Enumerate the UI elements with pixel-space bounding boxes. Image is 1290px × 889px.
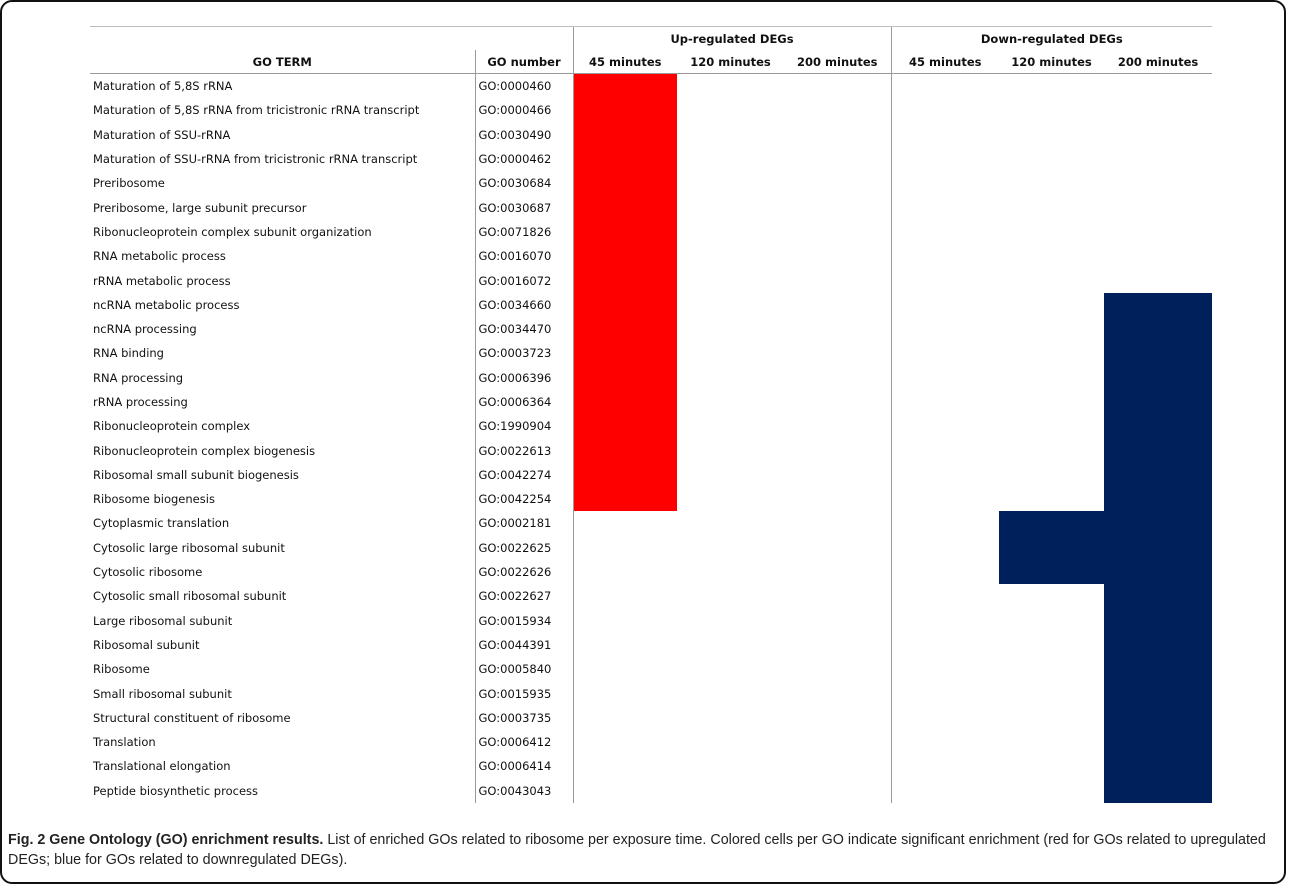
go-number-header: GO number: [475, 50, 573, 74]
go-number-cell: GO:0016070: [475, 244, 573, 268]
go-term-cell: Maturation of 5,8S rRNA from tricistronic rRNA transcript: [93, 103, 420, 118]
go-term-cell: Ribonucleoprotein complex subunit organization: [93, 224, 372, 239]
table-row: [90, 633, 1212, 657]
up-enrichment-cell: [784, 609, 891, 633]
down-enrichment-cell: [891, 536, 999, 560]
down-enrichment-cell: [1104, 123, 1212, 147]
down-enrichment-cell: [1104, 463, 1212, 487]
table-row: [90, 293, 1212, 317]
go-number-cell: GO:0030684: [475, 171, 573, 195]
down-enrichment-cell: [1104, 268, 1212, 292]
go-number-cell: GO:0034660: [475, 293, 573, 317]
up-enrichment-cell: [573, 609, 677, 633]
down-enrichment-cell: [891, 754, 999, 778]
go-term-cell: Structural constituent of ribosome: [93, 710, 291, 725]
go-number-cell: GO:0002181: [475, 511, 573, 535]
down-enrichment-cell: [999, 706, 1104, 730]
down-enrichment-cell: [1104, 487, 1212, 511]
down-enrichment-cell: [1104, 438, 1212, 462]
up-enrichment-cell: [573, 147, 677, 171]
down-enrichment-cell: [891, 584, 999, 608]
table-row: [90, 536, 1212, 560]
down-enrichment-cell: [999, 536, 1104, 560]
down-enrichment-cell: [999, 390, 1104, 414]
up-enrichment-cell: [573, 220, 677, 244]
down-enrichment-cell: [891, 293, 999, 317]
up-enrichment-cell: [573, 268, 677, 292]
down-enrichment-cell: [891, 633, 999, 657]
figure-caption: [8, 830, 1276, 870]
go-number-cell: GO:0003735: [475, 706, 573, 730]
table-row: [90, 438, 1212, 462]
up-enrichment-cell: [784, 366, 891, 390]
go-number-cell: GO:0000460: [475, 74, 573, 99]
table-row: [90, 681, 1212, 705]
down-enrichment-cell: [891, 487, 999, 511]
down-enrichment-cell: [891, 195, 999, 219]
down-enrichment-cell: [999, 195, 1104, 219]
down-enrichment-cell: [999, 317, 1104, 341]
up-enrichment-cell: [677, 244, 784, 268]
down-enrichment-cell: [999, 414, 1104, 438]
down-enrichment-cell: [999, 633, 1104, 657]
up-enrichment-cell: [573, 74, 677, 99]
go-term-cell: Large ribosomal subunit: [93, 613, 233, 628]
blank-header: [90, 27, 475, 51]
up-enrichment-cell: [573, 487, 677, 511]
up-200-header: 200 minutes: [784, 50, 891, 74]
up-enrichment-cell: [573, 98, 677, 122]
up-enrichment-cell: [784, 730, 891, 754]
down-enrichment-cell: [999, 244, 1104, 268]
down-enrichment-cell: [999, 609, 1104, 633]
down-enrichment-cell: [1104, 195, 1212, 219]
go-term-cell: Peptide biosynthetic process: [93, 783, 258, 798]
down-enrichment-cell: [891, 98, 999, 122]
go-term-cell: Maturation of SSU-rRNA: [93, 127, 231, 142]
go-term-cell: Translational elongation: [93, 759, 231, 774]
up-enrichment-cell: [573, 657, 677, 681]
go-term-cell: ncRNA processing: [93, 322, 197, 337]
up-enrichment-cell: [573, 511, 677, 535]
up-enrichment-cell: [573, 681, 677, 705]
up-enrichment-cell: [784, 463, 891, 487]
up-enrichment-cell: [677, 220, 784, 244]
table-row: [90, 98, 1212, 122]
up-enrichment-cell: [784, 779, 891, 803]
go-number-cell: GO:0044391: [475, 633, 573, 657]
table-row: [90, 341, 1212, 365]
table-row: [90, 414, 1212, 438]
go-number-cell: GO:0005840: [475, 657, 573, 681]
up-enrichment-cell: [677, 511, 784, 535]
down-enrichment-cell: [999, 293, 1104, 317]
up-enrichment-cell: [677, 633, 784, 657]
up-enrichment-cell: [784, 341, 891, 365]
up-enrichment-cell: [573, 366, 677, 390]
up-enrichment-cell: [784, 584, 891, 608]
down-enrichment-cell: [1104, 293, 1212, 317]
table-row: [90, 487, 1212, 511]
up-enrichment-cell: [677, 98, 784, 122]
up-enrichment-cell: [677, 390, 784, 414]
up-enrichment-cell: [573, 390, 677, 414]
up-enrichment-cell: [784, 220, 891, 244]
up-enrichment-cell: [784, 438, 891, 462]
up-enrichment-cell: [784, 317, 891, 341]
down-enrichment-cell: [1104, 341, 1212, 365]
go-term-cell: Preribosome: [93, 176, 165, 191]
up-45-header: 45 minutes: [573, 50, 677, 74]
table-row: [90, 147, 1212, 171]
go-term-cell: Ribosomal subunit: [93, 637, 200, 652]
up-enrichment-cell: [677, 706, 784, 730]
up-enrichment-cell: [573, 560, 677, 584]
down-enrichment-cell: [999, 268, 1104, 292]
go-number-cell: GO:0043043: [475, 779, 573, 803]
go-number-cell: GO:0006364: [475, 390, 573, 414]
table-row: [90, 244, 1212, 268]
down-enrichment-cell: [1104, 98, 1212, 122]
column-header-row: [90, 50, 1212, 74]
up-enrichment-cell: [784, 268, 891, 292]
down-enrichment-cell: [999, 463, 1104, 487]
table-row: [90, 463, 1212, 487]
go-term-cell: Cytosolic small ribosomal subunit: [93, 589, 287, 604]
down-enrichment-cell: [999, 487, 1104, 511]
down-enrichment-cell: [891, 123, 999, 147]
go-term-cell: Maturation of 5,8S rRNA: [93, 79, 233, 94]
caption-label: Fig. 2 Gene Ontology (GO) enrichment results.: [8, 832, 324, 848]
up-enrichment-cell: [677, 681, 784, 705]
up-enrichment-cell: [677, 123, 784, 147]
down-enrichment-cell: [1104, 366, 1212, 390]
up-enrichment-cell: [677, 317, 784, 341]
go-term-cell: Preribosome, large subunit precursor: [93, 200, 307, 215]
go-number-cell: GO:0022613: [475, 438, 573, 462]
go-number-cell: GO:0042274: [475, 463, 573, 487]
go-term-cell: rRNA metabolic process: [93, 273, 231, 288]
go-number-cell: GO:0022626: [475, 560, 573, 584]
down-enrichment-cell: [999, 220, 1104, 244]
up-enrichment-cell: [677, 147, 784, 171]
up-enrichment-cell: [677, 438, 784, 462]
up-enrichment-cell: [677, 779, 784, 803]
down-enrichment-cell: [1104, 536, 1212, 560]
up-enrichment-cell: [573, 633, 677, 657]
go-number-cell: GO:1990904: [475, 414, 573, 438]
go-term-cell: RNA processing: [93, 370, 184, 385]
up-enrichment-cell: [573, 706, 677, 730]
group-header-row: [90, 27, 1212, 51]
up-enrichment-cell: [573, 754, 677, 778]
down-enrichment-cell: [999, 779, 1104, 803]
go-term-cell: Small ribosomal subunit: [93, 686, 232, 701]
go-term-cell: ncRNA metabolic process: [93, 297, 240, 312]
table-row: [90, 730, 1212, 754]
down-enrichment-cell: [891, 706, 999, 730]
table-row: [90, 268, 1212, 292]
down-enrichment-cell: [891, 657, 999, 681]
down-enrichment-cell: [891, 171, 999, 195]
down-enrichment-cell: [891, 341, 999, 365]
up-enrichment-cell: [677, 195, 784, 219]
up-enrichment-cell: [784, 293, 891, 317]
go-number-cell: GO:0042254: [475, 487, 573, 511]
down-enrichment-cell: [891, 463, 999, 487]
go-number-cell: GO:0022625: [475, 536, 573, 560]
go-term-cell: Ribosomal small subunit biogenesis: [93, 467, 299, 482]
down-enrichment-cell: [1104, 74, 1212, 99]
up-enrichment-cell: [784, 171, 891, 195]
up-enrichment-cell: [573, 779, 677, 803]
up-enrichment-cell: [573, 317, 677, 341]
down-enrichment-cell: [999, 171, 1104, 195]
up-enrichment-cell: [573, 341, 677, 365]
go-number-cell: GO:0006412: [475, 730, 573, 754]
go-term-cell: Cytosolic large ribosomal subunit: [93, 540, 285, 555]
up-enrichment-cell: [784, 414, 891, 438]
up-enrichment-cell: [784, 511, 891, 535]
go-term-cell: Cytoplasmic translation: [93, 516, 230, 531]
down-enrichment-cell: [999, 98, 1104, 122]
go-enrichment-table: [90, 26, 1212, 803]
up-enrichment-cell: [677, 487, 784, 511]
up-enrichment-cell: [784, 560, 891, 584]
up-regulated-header: Up-regulated DEGs: [573, 27, 891, 51]
up-enrichment-cell: [573, 536, 677, 560]
up-120-header: 120 minutes: [677, 50, 784, 74]
go-number-cell: GO:0030490: [475, 123, 573, 147]
go-term-cell: Ribosome: [93, 662, 150, 677]
up-enrichment-cell: [573, 171, 677, 195]
go-term-cell: Cytosolic ribosome: [93, 565, 203, 580]
up-enrichment-cell: [677, 293, 784, 317]
up-enrichment-cell: [784, 754, 891, 778]
down-enrichment-cell: [1104, 220, 1212, 244]
go-number-cell: GO:0071826: [475, 220, 573, 244]
table-row: [90, 171, 1212, 195]
down-enrichment-cell: [1104, 244, 1212, 268]
down-enrichment-cell: [999, 681, 1104, 705]
up-enrichment-cell: [784, 657, 891, 681]
up-enrichment-cell: [677, 171, 784, 195]
go-number-cell: GO:0034470: [475, 317, 573, 341]
down-enrichment-cell: [999, 511, 1104, 535]
down-enrichment-cell: [1104, 779, 1212, 803]
go-term-cell: Ribonucleoprotein complex: [93, 419, 250, 434]
up-enrichment-cell: [677, 730, 784, 754]
up-enrichment-cell: [677, 754, 784, 778]
up-enrichment-cell: [784, 681, 891, 705]
up-enrichment-cell: [784, 390, 891, 414]
up-enrichment-cell: [784, 633, 891, 657]
down-enrichment-cell: [999, 584, 1104, 608]
down-enrichment-cell: [891, 244, 999, 268]
go-number-cell: GO:0015934: [475, 609, 573, 633]
go-number-cell: GO:0030687: [475, 195, 573, 219]
go-number-cell: GO:0006396: [475, 366, 573, 390]
go-term-cell: rRNA processing: [93, 395, 188, 409]
down-enrichment-cell: [891, 268, 999, 292]
up-enrichment-cell: [677, 609, 784, 633]
down-enrichment-cell: [1104, 147, 1212, 171]
up-enrichment-cell: [784, 147, 891, 171]
down-enrichment-cell: [999, 657, 1104, 681]
down-45-header: 45 minutes: [891, 50, 999, 74]
up-enrichment-cell: [677, 268, 784, 292]
down-enrichment-cell: [891, 147, 999, 171]
up-enrichment-cell: [573, 195, 677, 219]
table-row: [90, 366, 1212, 390]
go-term-cell: RNA binding: [93, 346, 164, 361]
up-enrichment-cell: [784, 74, 891, 99]
down-enrichment-cell: [1104, 730, 1212, 754]
down-regulated-header: Down-regulated DEGs: [891, 27, 1212, 51]
up-enrichment-cell: [573, 730, 677, 754]
down-enrichment-cell: [1104, 633, 1212, 657]
table-row: [90, 754, 1212, 778]
table-row: [90, 317, 1212, 341]
down-enrichment-cell: [891, 414, 999, 438]
up-enrichment-cell: [677, 584, 784, 608]
go-number-cell: GO:0000462: [475, 147, 573, 171]
up-enrichment-cell: [677, 366, 784, 390]
go-term-cell: Maturation of SSU-rRNA from tricistronic rRNA transcript: [93, 152, 418, 167]
up-enrichment-cell: [573, 123, 677, 147]
go-number-cell: GO:0015935: [475, 681, 573, 705]
go-term-header: GO TERM: [90, 50, 475, 74]
down-enrichment-cell: [1104, 511, 1212, 535]
up-enrichment-cell: [677, 657, 784, 681]
down-enrichment-cell: [891, 220, 999, 244]
down-enrichment-cell: [891, 366, 999, 390]
down-enrichment-cell: [1104, 317, 1212, 341]
down-enrichment-cell: [999, 341, 1104, 365]
table-row: [90, 609, 1212, 633]
up-enrichment-cell: [573, 438, 677, 462]
down-enrichment-cell: [999, 366, 1104, 390]
caption-text: List of enriched GOs related to ribosome per exposure time. Colored cells per GO indicate significant enrichment (red for GOs related to upregulated DEGs; blue for GOs related to downregulated DEGs).: [8, 832, 1266, 868]
down-enrichment-cell: [999, 438, 1104, 462]
go-table-body: [90, 74, 1212, 803]
blank-header: [475, 27, 573, 51]
up-enrichment-cell: [784, 123, 891, 147]
down-enrichment-cell: [891, 317, 999, 341]
down-enrichment-cell: [999, 123, 1104, 147]
go-term-cell: Ribonucleoprotein complex biogenesis: [93, 443, 316, 458]
down-enrichment-cell: [1104, 171, 1212, 195]
down-enrichment-cell: [891, 681, 999, 705]
down-enrichment-cell: [1104, 560, 1212, 584]
up-enrichment-cell: [784, 706, 891, 730]
table-row: [90, 511, 1212, 535]
table-row: [90, 123, 1212, 147]
down-enrichment-cell: [891, 74, 999, 99]
go-number-cell: GO:0000466: [475, 98, 573, 122]
go-number-cell: GO:0022627: [475, 584, 573, 608]
up-enrichment-cell: [784, 536, 891, 560]
down-enrichment-cell: [891, 511, 999, 535]
up-enrichment-cell: [573, 584, 677, 608]
down-200-header: 200 minutes: [1104, 50, 1212, 74]
down-enrichment-cell: [1104, 584, 1212, 608]
up-enrichment-cell: [677, 536, 784, 560]
go-number-cell: GO:0006414: [475, 754, 573, 778]
down-120-header: 120 minutes: [999, 50, 1104, 74]
go-number-cell: GO:0016072: [475, 268, 573, 292]
up-enrichment-cell: [573, 244, 677, 268]
go-term-cell: Translation: [93, 735, 156, 750]
down-enrichment-cell: [891, 560, 999, 584]
up-enrichment-cell: [677, 74, 784, 99]
go-number-cell: GO:0003723: [475, 341, 573, 365]
go-term-cell: Ribosome biogenesis: [93, 492, 215, 507]
up-enrichment-cell: [677, 414, 784, 438]
down-enrichment-cell: [1104, 390, 1212, 414]
down-enrichment-cell: [891, 390, 999, 414]
up-enrichment-cell: [784, 487, 891, 511]
down-enrichment-cell: [891, 779, 999, 803]
table-row: [90, 74, 1212, 99]
down-enrichment-cell: [891, 609, 999, 633]
table-row: [90, 779, 1212, 803]
up-enrichment-cell: [573, 463, 677, 487]
down-enrichment-cell: [999, 147, 1104, 171]
table-row: [90, 657, 1212, 681]
up-enrichment-cell: [573, 414, 677, 438]
down-enrichment-cell: [999, 754, 1104, 778]
table-row: [90, 390, 1212, 414]
table-row: [90, 706, 1212, 730]
down-enrichment-cell: [1104, 754, 1212, 778]
down-enrichment-cell: [891, 438, 999, 462]
down-enrichment-cell: [1104, 706, 1212, 730]
down-enrichment-cell: [999, 560, 1104, 584]
down-enrichment-cell: [1104, 681, 1212, 705]
table-row: [90, 584, 1212, 608]
go-term-cell: RNA metabolic process: [93, 249, 226, 264]
table-row: [90, 220, 1212, 244]
down-enrichment-cell: [1104, 414, 1212, 438]
up-enrichment-cell: [677, 463, 784, 487]
down-enrichment-cell: [999, 74, 1104, 99]
down-enrichment-cell: [999, 730, 1104, 754]
down-enrichment-cell: [1104, 609, 1212, 633]
down-enrichment-cell: [1104, 657, 1212, 681]
table-row: [90, 195, 1212, 219]
down-enrichment-cell: [891, 730, 999, 754]
up-enrichment-cell: [677, 341, 784, 365]
up-enrichment-cell: [677, 560, 784, 584]
up-enrichment-cell: [573, 293, 677, 317]
up-enrichment-cell: [784, 244, 891, 268]
up-enrichment-cell: [784, 195, 891, 219]
up-enrichment-cell: [784, 98, 891, 122]
table-row: [90, 560, 1212, 584]
